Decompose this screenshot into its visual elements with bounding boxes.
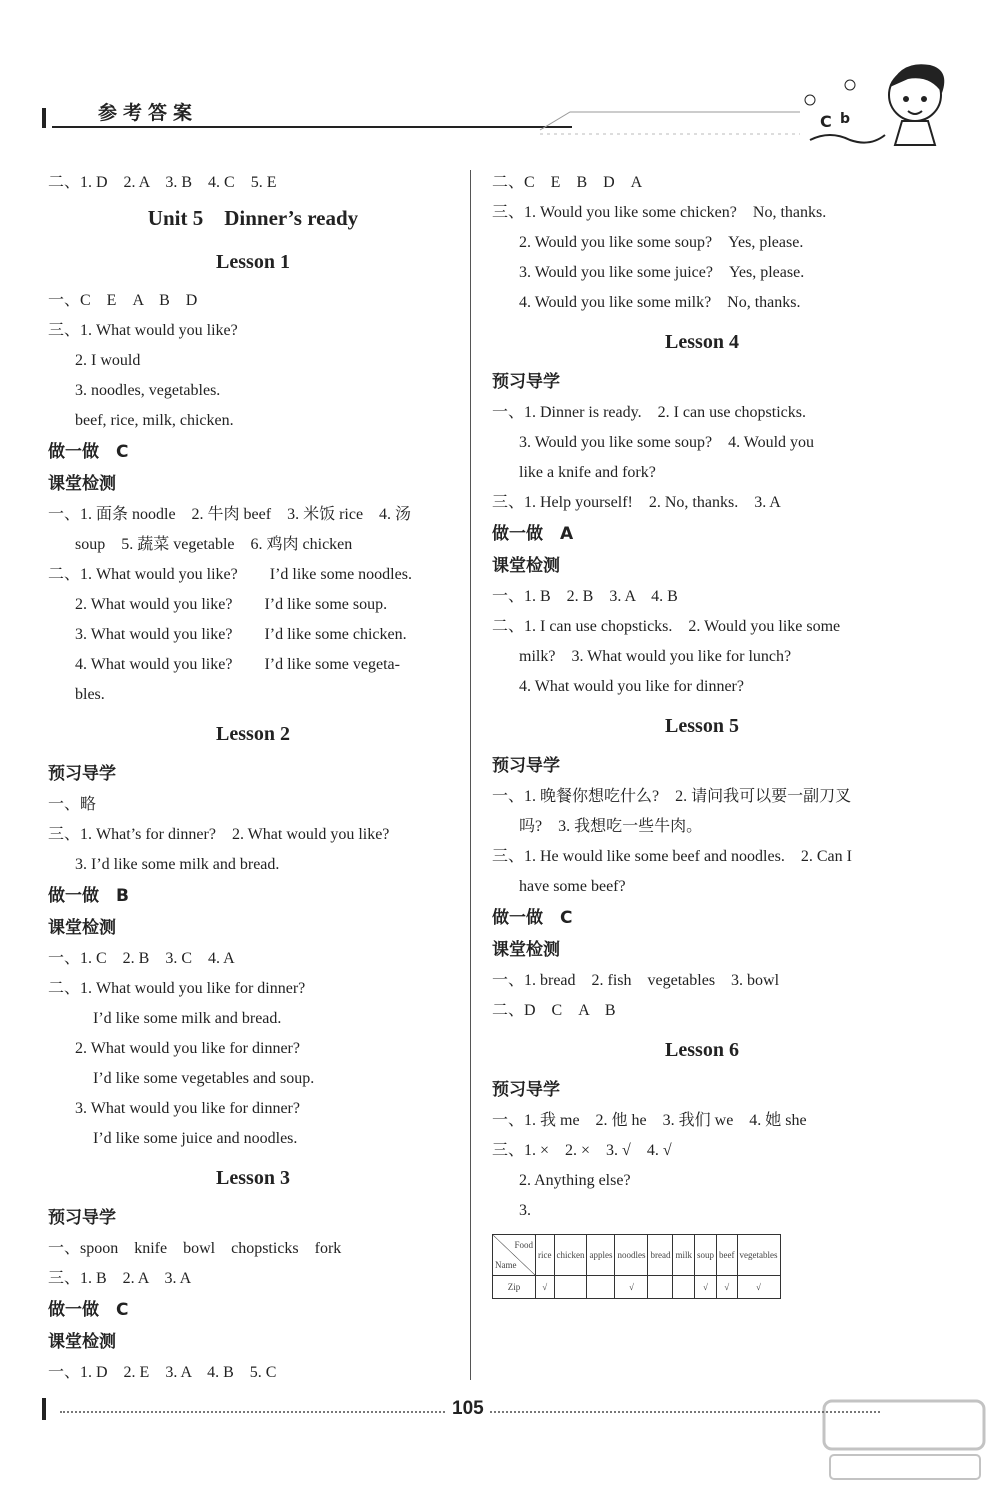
answer-line: 三、1. Would you like some chicken? No, thanks.	[492, 204, 827, 221]
header-rule	[52, 126, 572, 128]
table-mark-cell	[587, 1276, 615, 1299]
answer-line: 4. Would you like some milk? No, thanks.	[519, 294, 801, 311]
answer-line: beef, rice, milk, chicken.	[75, 412, 234, 429]
answer-line: like a knife and fork?	[519, 464, 656, 481]
answer-line: soup 5. 蔬菜 vegetable 6. 鸡肉 chicken	[75, 536, 353, 553]
answer-line: 三、1. × 2. × 3. √ 4. √	[492, 1142, 672, 1159]
answer-line: 3. What would you like for dinner?	[75, 1100, 300, 1117]
answer-line: 二、D C A B	[492, 1002, 616, 1019]
footer-tab-left	[42, 1398, 56, 1420]
answer-line: 4. What would you like? I’d like some vegeta-	[75, 656, 400, 673]
answer-line: 一、1. D 2. E 3. A 4. B 5. C	[48, 1364, 277, 1381]
corner-food-label: Food	[514, 1240, 533, 1250]
section-heading: 预习导学	[492, 372, 560, 392]
answer-line: milk? 3. What would you like for lunch?	[519, 648, 792, 665]
answer-line: 一、1. bread 2. fish vegetables 3. bowl	[492, 972, 780, 989]
lesson-heading: Lesson 4	[665, 331, 739, 353]
section-heading: 课堂检测	[48, 1332, 116, 1352]
lesson-heading: Lesson 3	[216, 1167, 290, 1189]
section-heading: 课堂检测	[48, 474, 116, 494]
answer-line: 二、1. D 2. A 3. B 4. C 5. E	[48, 174, 277, 191]
page-number: 105	[452, 1398, 484, 1419]
table-mark-cell: √	[536, 1276, 555, 1299]
answer-line: 3. What would you like? I’d like some chicken.	[75, 626, 407, 643]
section-heading: 课堂检测	[48, 918, 116, 938]
answer-line: I’d like some vegetables and soup.	[93, 1070, 315, 1087]
answer-line: 三、1. What’s for dinner? 2. What would you like?	[48, 826, 390, 843]
answer-line: 3. I’d like some milk and bread.	[75, 856, 280, 873]
table-mark-cell: √	[615, 1276, 648, 1299]
food-column-header: beef	[717, 1235, 738, 1276]
corner-name-label: Name	[495, 1260, 517, 1270]
answer-line: bles.	[75, 686, 105, 703]
svg-text:b: b	[840, 111, 851, 127]
answer-line: 一、1. 我 me 2. 他 he 3. 我们 we 4. 她 she	[492, 1112, 807, 1129]
svg-text:C: C	[820, 112, 832, 131]
answer-line: 二、1. What would you like for dinner?	[48, 980, 306, 997]
answer-line: 三、1. Help yourself! 2. No, thanks. 3. A	[492, 494, 781, 511]
table-mark-cell: √	[695, 1276, 717, 1299]
answer-line: 二、1. What would you like? I’d like some noodles.	[48, 566, 412, 583]
lesson-heading: Lesson 1	[216, 251, 290, 273]
section-heading: 做一做 B	[48, 886, 129, 906]
answer-line: 3.	[519, 1202, 531, 1219]
answer-line: 三、1. B 2. A 3. A	[48, 1270, 192, 1287]
answer-line: 2. Would you like some soup? Yes, please.	[519, 234, 804, 251]
row-name-cell: Zip	[493, 1276, 536, 1299]
watermark-logo	[820, 1395, 990, 1483]
answer-line: 三、1. He would like some beef and noodles. 2. Can I	[492, 848, 852, 865]
food-column-header: chicken	[554, 1235, 587, 1276]
answer-line: 3. Would you like some soup? 4. Would you	[519, 434, 815, 451]
left-column	[48, 168, 458, 1388]
answer-line: 一、1. 晚餐你想吃什么? 2. 请问我可以要一副刀叉	[492, 788, 852, 805]
footer-rule-left	[60, 1411, 445, 1413]
answer-line: 2. What would you like for dinner?	[75, 1040, 300, 1057]
food-column-header: rice	[536, 1235, 555, 1276]
section-heading: 课堂检测	[492, 940, 560, 960]
section-heading: 课堂检测	[492, 556, 560, 576]
lesson-heading: Lesson 5	[665, 715, 739, 737]
section-heading: 预习导学	[48, 1208, 116, 1228]
answer-line: 2. What would you like? I’d like some soup.	[75, 596, 388, 613]
lesson-heading: Lesson 6	[665, 1039, 739, 1061]
food-column-header: apples	[587, 1235, 615, 1276]
answer-line: 一、1. Dinner is ready. 2. I can use chopsticks.	[492, 404, 807, 421]
answer-line: 吗? 3. 我想吃一些牛肉。	[519, 818, 703, 835]
answer-line: 一、1. B 2. B 3. A 4. B	[492, 588, 678, 605]
right-column	[492, 168, 912, 1299]
answer-line: have some beef?	[519, 878, 626, 895]
food-column-header: noodles	[615, 1235, 648, 1276]
column-divider	[470, 170, 471, 1380]
answer-line: I’d like some milk and bread.	[93, 1010, 282, 1027]
unit-heading: Unit 5 Dinner’s ready	[147, 206, 359, 230]
table-mark-cell	[554, 1276, 587, 1299]
section-heading: 做一做 C	[48, 1300, 129, 1320]
section-heading: 预习导学	[48, 764, 116, 784]
lesson-heading: Lesson 2	[216, 723, 290, 745]
table-mark-cell: √	[737, 1276, 780, 1299]
answer-line: 三、1. What would you like?	[48, 322, 238, 339]
food-column-header: soup	[695, 1235, 717, 1276]
header-title: 参考答案	[98, 102, 199, 124]
answer-line: 2. Anything else?	[519, 1172, 631, 1189]
cartoon-girl-icon	[790, 55, 960, 150]
answer-line: 一、1. C 2. B 3. C 4. A	[48, 950, 235, 967]
section-heading: 做一做 C	[492, 908, 573, 928]
answer-line: 二、C E B D A	[492, 174, 643, 191]
answer-line: 3. noodles, vegetables.	[75, 382, 221, 399]
answer-line: 2. I would	[75, 352, 141, 369]
food-column-header: vegetables	[737, 1235, 780, 1276]
food-table	[492, 1234, 781, 1299]
table-mark-cell	[648, 1276, 673, 1299]
header-tab-mark	[42, 108, 60, 128]
answer-line: I’d like some juice and noodles.	[93, 1130, 298, 1147]
section-heading: 做一做 C	[48, 442, 129, 462]
section-heading: 做一做 A	[492, 524, 574, 544]
answer-line: 4. What would you like for dinner?	[519, 678, 744, 695]
food-column-header: bread	[648, 1235, 673, 1276]
section-heading: 预习导学	[492, 1080, 560, 1100]
answer-line: 二、1. I can use chopsticks. 2. Would you like some	[492, 618, 841, 635]
table-mark-cell: √	[717, 1276, 738, 1299]
section-heading: 预习导学	[492, 756, 560, 776]
answer-line: 一、略	[48, 796, 97, 813]
answer-line: 一、spoon knife bowl chopsticks fork	[48, 1240, 342, 1257]
food-column-header: milk	[673, 1235, 695, 1276]
answer-line: 一、1. 面条 noodle 2. 牛肉 beef 3. 米饭 rice 4. 汤	[48, 506, 412, 523]
answer-line: 一、C E A B D	[48, 292, 198, 309]
table-corner-cell	[493, 1235, 536, 1276]
header-decoration	[530, 110, 810, 138]
answer-line: 3. Would you like some juice? Yes, please.	[519, 264, 805, 281]
table-mark-cell	[673, 1276, 695, 1299]
